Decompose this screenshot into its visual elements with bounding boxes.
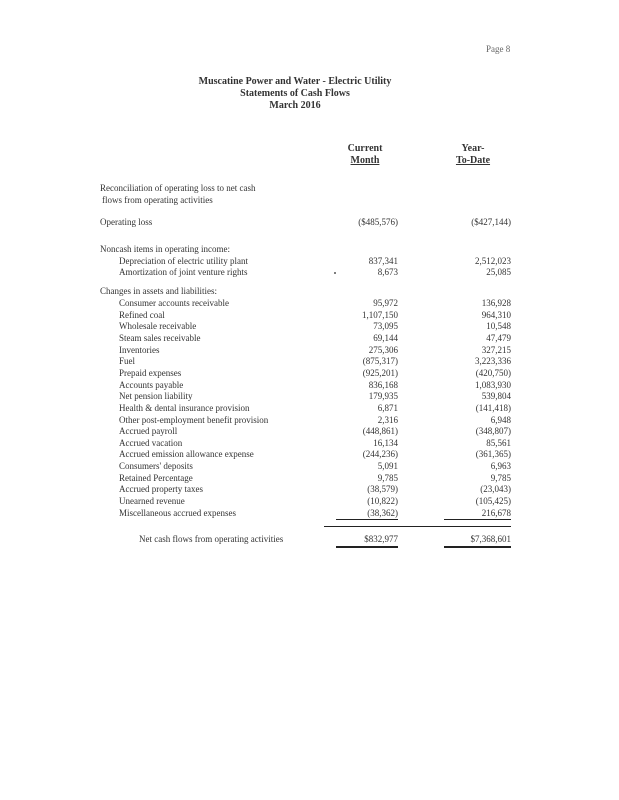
total-separator-rule [324, 526, 511, 527]
changes-row-ytd: 964,310 [481, 310, 511, 320]
changes-row-ytd: 216,678 [481, 508, 511, 518]
total-ytd: $7,368,601 [470, 534, 511, 544]
changes-row-label: Consumers' deposits [119, 461, 193, 471]
changes-row-label: Accrued vacation [119, 438, 183, 448]
noncash-row-label: Amortization of joint venture rights [119, 267, 248, 277]
total-double-rule-current [336, 546, 398, 548]
changes-row-current: 179,935 [368, 391, 398, 401]
column-header-ytd-line2: To-Date [455, 155, 491, 166]
changes-row-label: Fuel [119, 356, 136, 366]
changes-row-ytd: 136,928 [481, 298, 511, 308]
operating-loss-label: Operating loss [100, 217, 153, 227]
changes-row-ytd: 539,804 [481, 391, 511, 401]
changes-row-ytd: (141,418) [475, 403, 511, 413]
changes-row-current: 6,871 [377, 403, 398, 413]
total-double-rule-ytd [444, 546, 511, 548]
changes-row-ytd: 9,785 [490, 473, 511, 483]
changes-row-label: Accounts payable [119, 380, 184, 390]
title-statement: Statements of Cash Flows [240, 88, 350, 99]
changes-row-ytd: (361,365) [475, 449, 511, 459]
changes-row-current: (244,236) [362, 449, 398, 459]
total-label: Net cash flows from operating activities [139, 534, 284, 544]
changes-row-current: 5,091 [377, 461, 398, 471]
changes-row-label: Health & dental insurance provision [119, 403, 250, 413]
column-header-current-month [330, 143, 400, 167]
noncash-row-ytd: 2,512,023 [475, 256, 511, 266]
changes-row-current: (875,317) [362, 356, 398, 366]
column-header-ytd-line1: Year- [461, 143, 485, 154]
changes-row-ytd: 3,223,336 [475, 356, 511, 366]
changes-row-ytd: 1,083,930 [475, 380, 511, 390]
noncash-row-current: 837,341 [368, 256, 398, 266]
last-row-underline-ytd [444, 519, 511, 520]
changes-row-ytd: (420,750) [475, 368, 511, 378]
noncash-row-ytd: 25,085 [486, 267, 511, 277]
total-current: $832,977 [364, 534, 398, 544]
changes-row-ytd: 327,215 [481, 345, 511, 355]
changes-row-current: (38,362) [367, 508, 398, 518]
column-header-current-line1: Current [347, 143, 383, 154]
title-period: March 2016 [269, 100, 321, 111]
operating-loss-ytd: ($427,144) [471, 217, 511, 227]
changes-row-label: Accrued emission allowance expense [119, 449, 254, 459]
changes-row-current: 95,972 [373, 298, 398, 308]
changes-row-current: (925,201) [362, 368, 398, 378]
changes-row-label: Accrued property taxes [119, 484, 203, 494]
changes-row-ytd: 6,963 [490, 461, 511, 471]
changes-row-label: Refined coal [119, 310, 165, 320]
changes-row-current: 73,095 [373, 321, 398, 331]
changes-row-current: (38,579) [367, 484, 398, 494]
noncash-row-current: 8,673 [377, 267, 398, 277]
changes-row-ytd: (105,425) [475, 496, 511, 506]
changes-row-current: 16,134 [373, 438, 398, 448]
changes-row-current: 69,144 [373, 333, 398, 343]
changes-row-label: Prepaid expenses [119, 368, 182, 378]
changes-row-current: 2,316 [377, 415, 398, 425]
changes-row-label: Consumer accounts receivable [119, 298, 229, 308]
column-header-current-line2: Month [350, 155, 380, 166]
changes-row-label: Retained Percentage [119, 473, 193, 483]
changes-row-ytd: 85,561 [486, 438, 511, 448]
operating-loss-current: ($485,576) [358, 217, 398, 227]
changes-row-label: Other post-employment benefit provision [119, 415, 269, 425]
changes-row-current: 1,107,150 [362, 310, 398, 320]
changes-row-ytd: (348,807) [475, 426, 511, 436]
changes-heading: Changes in assets and liabilities: [100, 286, 217, 296]
changes-row-label: Miscellaneous accrued expenses [119, 508, 236, 518]
column-header-year-to-date [438, 143, 508, 167]
changes-row-label: Steam sales receivable [119, 333, 201, 343]
changes-row-ytd: (23,043) [480, 484, 511, 494]
changes-row-label: Inventories [119, 345, 160, 355]
reconciliation-heading-line1: Reconciliation of operating loss to net cash [100, 183, 256, 193]
changes-row-label: Net pension liability [119, 391, 193, 401]
changes-row-current: 836,168 [368, 380, 398, 390]
reconciliation-heading-line2: flows from operating activities [102, 195, 213, 205]
changes-row-current: 275,306 [368, 345, 398, 355]
noncash-heading: Noncash items in operating income: [100, 244, 230, 254]
changes-row-label: Accrued payroll [119, 426, 178, 436]
page-number: Page 8 [486, 44, 511, 54]
changes-row-ytd: 47,479 [486, 333, 511, 343]
title-company: Muscatine Power and Water - Electric Utility [198, 76, 392, 87]
statement-title [160, 76, 430, 112]
last-row-underline-current [336, 519, 398, 520]
changes-row-current: (448,861) [362, 426, 398, 436]
changes-row-label: Unearned revenue [119, 496, 185, 506]
changes-row-ytd: 10,548 [486, 321, 511, 331]
changes-row-ytd: 6,948 [490, 415, 511, 425]
noncash-row-label: Depreciation of electric utility plant [119, 256, 248, 266]
changes-row-current: 9,785 [377, 473, 398, 483]
changes-row-label: Wholesale receivable [119, 321, 197, 331]
changes-row-current: (10,822) [367, 496, 398, 506]
